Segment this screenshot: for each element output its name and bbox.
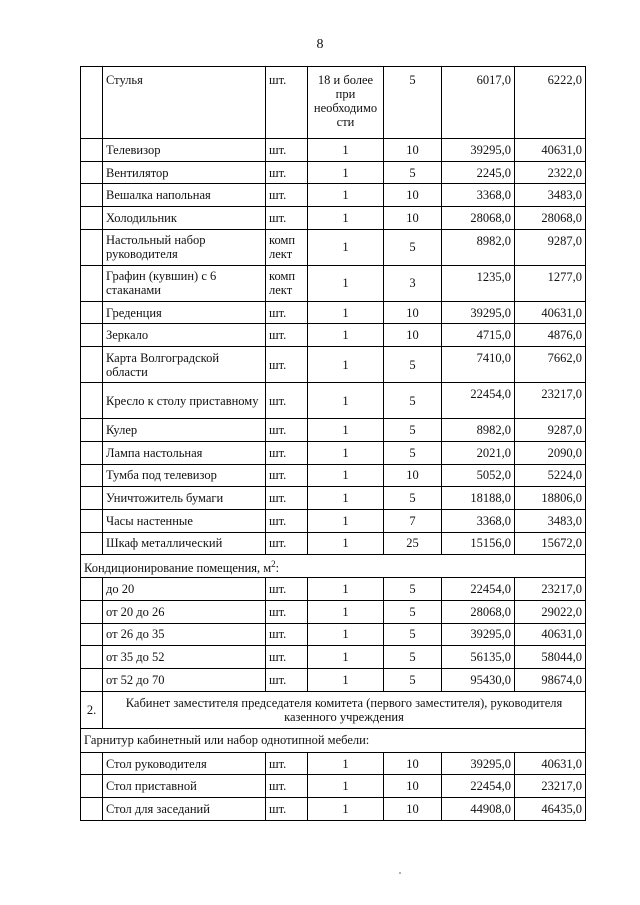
item-quantity: 18 и более при необходимо сти bbox=[308, 67, 384, 139]
item-price-2: 40631,0 bbox=[515, 752, 586, 775]
item-price-2: 23217,0 bbox=[515, 578, 586, 601]
item-quantity: 1 bbox=[308, 669, 384, 692]
index-cell bbox=[81, 509, 103, 532]
item-unit: шт. bbox=[266, 532, 308, 555]
item-price-2: 3483,0 bbox=[515, 184, 586, 207]
item-price-2: 40631,0 bbox=[515, 139, 586, 162]
item-name: Вентилятор bbox=[103, 161, 266, 184]
item-unit: шт. bbox=[266, 775, 308, 798]
item-unit: шт. bbox=[266, 441, 308, 464]
section-title: Кабинет заместителя председателя комитета (первого заместителя), руководителя казенного учреждения bbox=[103, 691, 586, 728]
table-row bbox=[81, 207, 586, 230]
table-row bbox=[81, 669, 586, 692]
index-cell bbox=[81, 347, 103, 383]
item-quantity: 1 bbox=[308, 184, 384, 207]
index-cell bbox=[81, 139, 103, 162]
index-cell bbox=[81, 207, 103, 230]
index-cell bbox=[81, 600, 103, 623]
item-name: до 20 bbox=[103, 578, 266, 601]
index-cell bbox=[81, 229, 103, 265]
table-row bbox=[81, 161, 586, 184]
item-service-life: 10 bbox=[384, 464, 442, 487]
item-quantity: 1 bbox=[308, 532, 384, 555]
table-row bbox=[81, 419, 586, 442]
item-price-2: 46435,0 bbox=[515, 798, 586, 821]
index-cell bbox=[81, 161, 103, 184]
item-service-life: 10 bbox=[384, 752, 442, 775]
item-quantity: 1 bbox=[308, 207, 384, 230]
item-unit: шт. bbox=[266, 646, 308, 669]
index-cell bbox=[81, 324, 103, 347]
item-price-1: 95430,0 bbox=[442, 669, 515, 692]
section-row bbox=[81, 691, 586, 728]
conditioning-label: Кондиционирование помещения, м bbox=[84, 561, 272, 576]
item-price-2: 9287,0 bbox=[515, 419, 586, 442]
item-name: Стол для заседаний bbox=[103, 798, 266, 821]
item-unit: комп лект bbox=[266, 265, 308, 301]
section-subheader-row bbox=[81, 728, 586, 752]
table-row bbox=[81, 532, 586, 555]
page-number: 8 bbox=[316, 37, 324, 52]
item-name: Стол руководителя bbox=[103, 752, 266, 775]
index-cell bbox=[81, 383, 103, 419]
index-cell bbox=[81, 578, 103, 601]
section-number: 2. bbox=[81, 691, 103, 728]
item-name: от 52 до 70 bbox=[103, 669, 266, 692]
table-row bbox=[81, 798, 586, 821]
item-quantity: 1 bbox=[308, 578, 384, 601]
item-name: Вешалка напольная bbox=[103, 184, 266, 207]
table-row bbox=[81, 752, 586, 775]
item-price-1: 28068,0 bbox=[442, 207, 515, 230]
index-cell bbox=[81, 487, 103, 510]
item-name: Тумба под телевизор bbox=[103, 464, 266, 487]
item-service-life: 7 bbox=[384, 509, 442, 532]
item-quantity: 1 bbox=[308, 324, 384, 347]
item-price-2: 1277,0 bbox=[515, 265, 586, 301]
table-row bbox=[81, 347, 586, 383]
item-quantity: 1 bbox=[308, 265, 384, 301]
item-service-life: 5 bbox=[384, 578, 442, 601]
item-unit: шт. bbox=[266, 67, 308, 139]
table-row bbox=[81, 301, 586, 324]
table-row bbox=[81, 487, 586, 510]
index-cell bbox=[81, 441, 103, 464]
item-unit: шт. bbox=[266, 464, 308, 487]
item-service-life: 10 bbox=[384, 139, 442, 162]
item-unit: шт. bbox=[266, 487, 308, 510]
item-name: Карта Волгоградской области bbox=[103, 347, 266, 383]
index-cell bbox=[81, 646, 103, 669]
item-quantity: 1 bbox=[308, 229, 384, 265]
table-row bbox=[81, 184, 586, 207]
item-price-1: 2245,0 bbox=[442, 161, 515, 184]
item-price-2: 29022,0 bbox=[515, 600, 586, 623]
item-price-1: 56135,0 bbox=[442, 646, 515, 669]
item-price-2: 23217,0 bbox=[515, 383, 586, 419]
item-name: от 20 до 26 bbox=[103, 600, 266, 623]
item-service-life: 5 bbox=[384, 419, 442, 442]
item-price-1: 22454,0 bbox=[442, 578, 515, 601]
item-price-1: 3368,0 bbox=[442, 184, 515, 207]
item-name: от 26 до 35 bbox=[103, 623, 266, 646]
item-price-1: 39295,0 bbox=[442, 139, 515, 162]
item-price-1: 6017,0 bbox=[442, 67, 515, 139]
section-subheader-row bbox=[81, 555, 586, 578]
table-row bbox=[81, 775, 586, 798]
table-row bbox=[81, 324, 586, 347]
item-quantity: 1 bbox=[308, 441, 384, 464]
item-name: Стулья bbox=[103, 67, 266, 139]
item-quantity: 1 bbox=[308, 752, 384, 775]
item-name: Часы настенные bbox=[103, 509, 266, 532]
item-unit: шт. bbox=[266, 623, 308, 646]
item-name: Кресло к столу приставному bbox=[103, 383, 266, 419]
item-price-1: 1235,0 bbox=[442, 265, 515, 301]
item-quantity: 1 bbox=[308, 419, 384, 442]
item-unit: шт. bbox=[266, 161, 308, 184]
item-price-1: 18188,0 bbox=[442, 487, 515, 510]
item-service-life: 10 bbox=[384, 184, 442, 207]
item-price-1: 5052,0 bbox=[442, 464, 515, 487]
item-price-1: 2021,0 bbox=[442, 441, 515, 464]
item-name: Кулер bbox=[103, 419, 266, 442]
scan-speck bbox=[399, 872, 401, 874]
item-quantity: 1 bbox=[308, 623, 384, 646]
item-service-life: 5 bbox=[384, 383, 442, 419]
item-quantity: 1 bbox=[308, 487, 384, 510]
item-name: Стол приставной bbox=[103, 775, 266, 798]
item-price-1: 28068,0 bbox=[442, 600, 515, 623]
item-name: Настольный набор руководителя bbox=[103, 229, 266, 265]
index-cell bbox=[81, 301, 103, 324]
table-row bbox=[81, 509, 586, 532]
item-unit: комп лект bbox=[266, 229, 308, 265]
item-name: Греденция bbox=[103, 301, 266, 324]
item-price-2: 2322,0 bbox=[515, 161, 586, 184]
item-quantity: 1 bbox=[308, 464, 384, 487]
item-service-life: 5 bbox=[384, 669, 442, 692]
item-unit: шт. bbox=[266, 798, 308, 821]
item-price-2: 5224,0 bbox=[515, 464, 586, 487]
item-service-life: 5 bbox=[384, 229, 442, 265]
item-unit: шт. bbox=[266, 578, 308, 601]
item-unit: шт. bbox=[266, 184, 308, 207]
item-price-2: 40631,0 bbox=[515, 623, 586, 646]
item-service-life: 5 bbox=[384, 646, 442, 669]
item-price-1: 8982,0 bbox=[442, 419, 515, 442]
item-quantity: 1 bbox=[308, 798, 384, 821]
item-service-life: 5 bbox=[384, 347, 442, 383]
item-quantity: 1 bbox=[308, 509, 384, 532]
item-quantity: 1 bbox=[308, 301, 384, 324]
item-service-life: 5 bbox=[384, 487, 442, 510]
item-price-1: 22454,0 bbox=[442, 775, 515, 798]
table-row bbox=[81, 383, 586, 419]
item-service-life: 5 bbox=[384, 67, 442, 139]
item-price-2: 15672,0 bbox=[515, 532, 586, 555]
item-name: Холодильник bbox=[103, 207, 266, 230]
item-price-2: 58044,0 bbox=[515, 646, 586, 669]
item-name: от 35 до 52 bbox=[103, 646, 266, 669]
index-cell bbox=[81, 775, 103, 798]
item-service-life: 25 bbox=[384, 532, 442, 555]
item-price-2: 9287,0 bbox=[515, 229, 586, 265]
item-unit: шт. bbox=[266, 419, 308, 442]
item-service-life: 10 bbox=[384, 798, 442, 821]
item-quantity: 1 bbox=[308, 347, 384, 383]
item-name: Лампа настольная bbox=[103, 441, 266, 464]
conditioning-sup: 2 bbox=[271, 559, 276, 570]
item-service-life: 5 bbox=[384, 441, 442, 464]
item-quantity: 1 bbox=[308, 600, 384, 623]
item-unit: шт. bbox=[266, 383, 308, 419]
table-row bbox=[81, 646, 586, 669]
conditioning-header bbox=[81, 555, 586, 578]
item-service-life: 5 bbox=[384, 623, 442, 646]
item-unit: шт. bbox=[266, 669, 308, 692]
index-cell bbox=[81, 464, 103, 487]
item-unit: шт. bbox=[266, 752, 308, 775]
item-service-life: 5 bbox=[384, 600, 442, 623]
table-row bbox=[81, 600, 586, 623]
item-quantity: 1 bbox=[308, 646, 384, 669]
item-unit: шт. bbox=[266, 509, 308, 532]
item-unit: шт. bbox=[266, 139, 308, 162]
index-cell bbox=[81, 419, 103, 442]
item-price-2: 98674,0 bbox=[515, 669, 586, 692]
item-service-life: 5 bbox=[384, 161, 442, 184]
table-row bbox=[81, 441, 586, 464]
item-price-1: 44908,0 bbox=[442, 798, 515, 821]
item-price-1: 39295,0 bbox=[442, 623, 515, 646]
item-price-1: 4715,0 bbox=[442, 324, 515, 347]
table-row bbox=[81, 464, 586, 487]
item-quantity: 1 bbox=[308, 139, 384, 162]
index-cell bbox=[81, 532, 103, 555]
item-name: Графин (кувшин) с 6 стаканами bbox=[103, 265, 266, 301]
table-row bbox=[81, 623, 586, 646]
item-quantity: 1 bbox=[308, 161, 384, 184]
item-unit: шт. bbox=[266, 347, 308, 383]
item-price-2: 28068,0 bbox=[515, 207, 586, 230]
item-price-1: 3368,0 bbox=[442, 509, 515, 532]
table-row bbox=[81, 265, 586, 301]
item-unit: шт. bbox=[266, 301, 308, 324]
item-price-1: 15156,0 bbox=[442, 532, 515, 555]
item-quantity: 1 bbox=[308, 383, 384, 419]
item-price-1: 7410,0 bbox=[442, 347, 515, 383]
item-price-2: 4876,0 bbox=[515, 324, 586, 347]
item-service-life: 10 bbox=[384, 775, 442, 798]
item-unit: шт. bbox=[266, 600, 308, 623]
item-service-life: 10 bbox=[384, 324, 442, 347]
furniture-set-header: Гарнитур кабинетный или набор однотипной мебели: bbox=[81, 728, 586, 752]
item-price-2: 7662,0 bbox=[515, 347, 586, 383]
conditioning-suffix: : bbox=[275, 561, 280, 576]
item-name: Уничтожитель бумаги bbox=[103, 487, 266, 510]
table-row bbox=[81, 229, 586, 265]
item-service-life: 10 bbox=[384, 301, 442, 324]
item-price-2: 40631,0 bbox=[515, 301, 586, 324]
index-cell bbox=[81, 184, 103, 207]
table-row bbox=[81, 67, 586, 139]
index-cell bbox=[81, 669, 103, 692]
table-row bbox=[81, 578, 586, 601]
item-unit: шт. bbox=[266, 324, 308, 347]
item-name: Шкаф металлический bbox=[103, 532, 266, 555]
index-cell bbox=[81, 752, 103, 775]
item-price-1: 39295,0 bbox=[442, 752, 515, 775]
item-name: Зеркало bbox=[103, 324, 266, 347]
item-name: Телевизор bbox=[103, 139, 266, 162]
item-price-1: 22454,0 bbox=[442, 383, 515, 419]
item-price-2: 6222,0 bbox=[515, 67, 586, 139]
item-price-2: 3483,0 bbox=[515, 509, 586, 532]
item-price-2: 2090,0 bbox=[515, 441, 586, 464]
item-unit: шт. bbox=[266, 207, 308, 230]
item-quantity: 1 bbox=[308, 775, 384, 798]
item-service-life: 10 bbox=[384, 207, 442, 230]
index-cell bbox=[81, 67, 103, 139]
index-cell bbox=[81, 623, 103, 646]
equipment-table bbox=[80, 66, 586, 821]
table-row bbox=[81, 139, 586, 162]
index-cell bbox=[81, 265, 103, 301]
item-price-2: 18806,0 bbox=[515, 487, 586, 510]
item-price-2: 23217,0 bbox=[515, 775, 586, 798]
index-cell bbox=[81, 798, 103, 821]
item-service-life: 3 bbox=[384, 265, 442, 301]
item-price-1: 8982,0 bbox=[442, 229, 515, 265]
item-price-1: 39295,0 bbox=[442, 301, 515, 324]
